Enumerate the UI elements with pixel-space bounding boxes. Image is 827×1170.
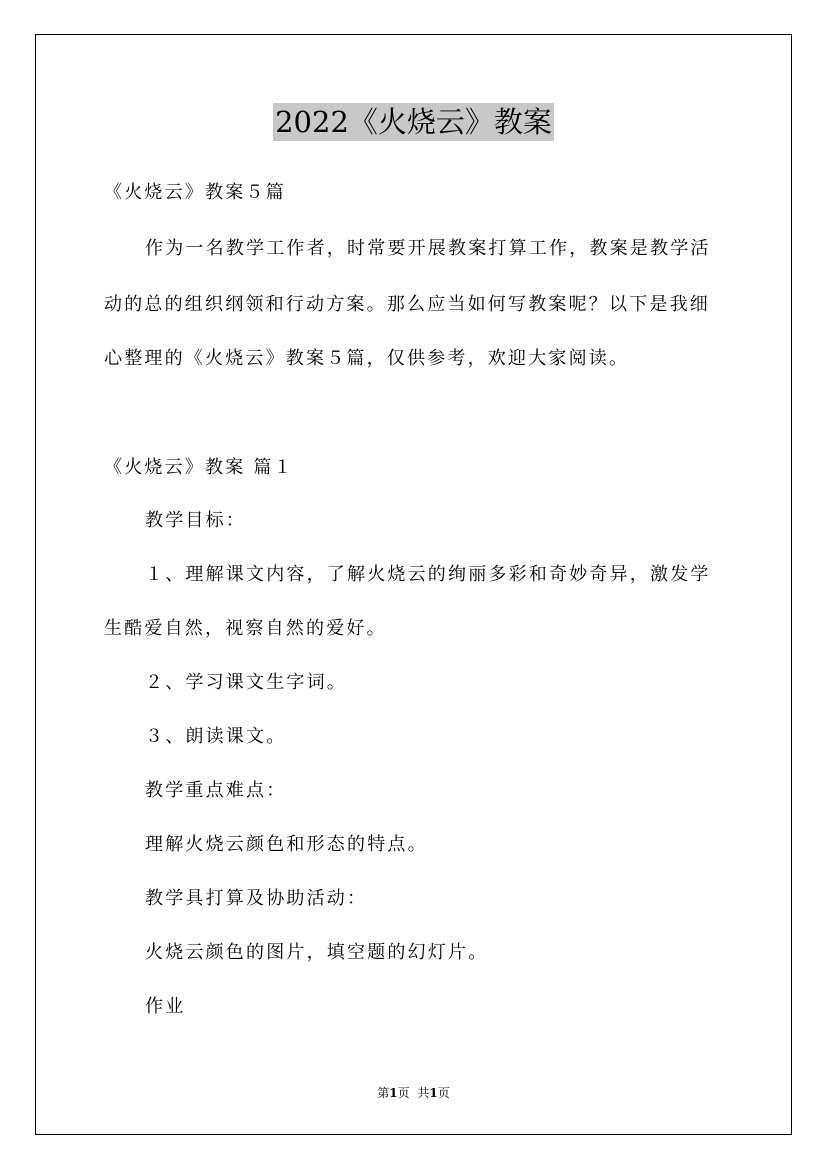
title-container — [0, 103, 827, 141]
document-title: 2022《火烧云》教案 — [275, 105, 552, 139]
key-points-label: 教学重点难点： — [145, 780, 287, 801]
goal-2: ２、学习课文生字词。 — [145, 672, 347, 693]
page-footer — [0, 1085, 827, 1101]
homework-label: 作业 — [145, 996, 186, 1017]
intro-line-2: 动的总的组织纲领和行动方案。那么应当如何写教案呢？以下是我细 — [104, 294, 710, 315]
footer-total-prefix: 共 — [417, 1086, 430, 1100]
goals-label: 教学目标： — [145, 510, 246, 531]
goal-3: ３、朗读课文。 — [145, 726, 287, 747]
materials-text: 火烧云颜色的图片，填空题的幻灯片。 — [145, 942, 489, 963]
footer-total-suffix: 页 — [437, 1086, 450, 1100]
goal-1-line-2: 生酷爱自然，视察自然的爱好。 — [104, 618, 387, 639]
intro-line-3: 心整理的《火烧云》教案５篇，仅供参考，欢迎大家阅读。 — [104, 348, 630, 369]
intro-line-1: 作为一名教学工作者，时常要开展教案打算工作，教案是教学活 — [145, 238, 711, 259]
goal-1-line-1: １、理解课文内容，了解火烧云的绚丽多彩和奇妙奇异，激发学 — [145, 564, 711, 585]
materials-label: 教学具打算及协助活动： — [145, 888, 368, 909]
section-heading: 《火烧云》教案 篇１ — [104, 457, 294, 478]
footer-page-suffix: 页 — [397, 1086, 410, 1100]
key-points-text: 理解火烧云颜色和形态的特点。 — [145, 834, 428, 855]
footer-page-number: 1 — [389, 1086, 398, 1100]
document-subtitle: 《火烧云》教案５篇 — [104, 182, 286, 203]
footer-total-number: 1 — [429, 1086, 438, 1100]
footer-page-prefix: 第 — [377, 1086, 390, 1100]
